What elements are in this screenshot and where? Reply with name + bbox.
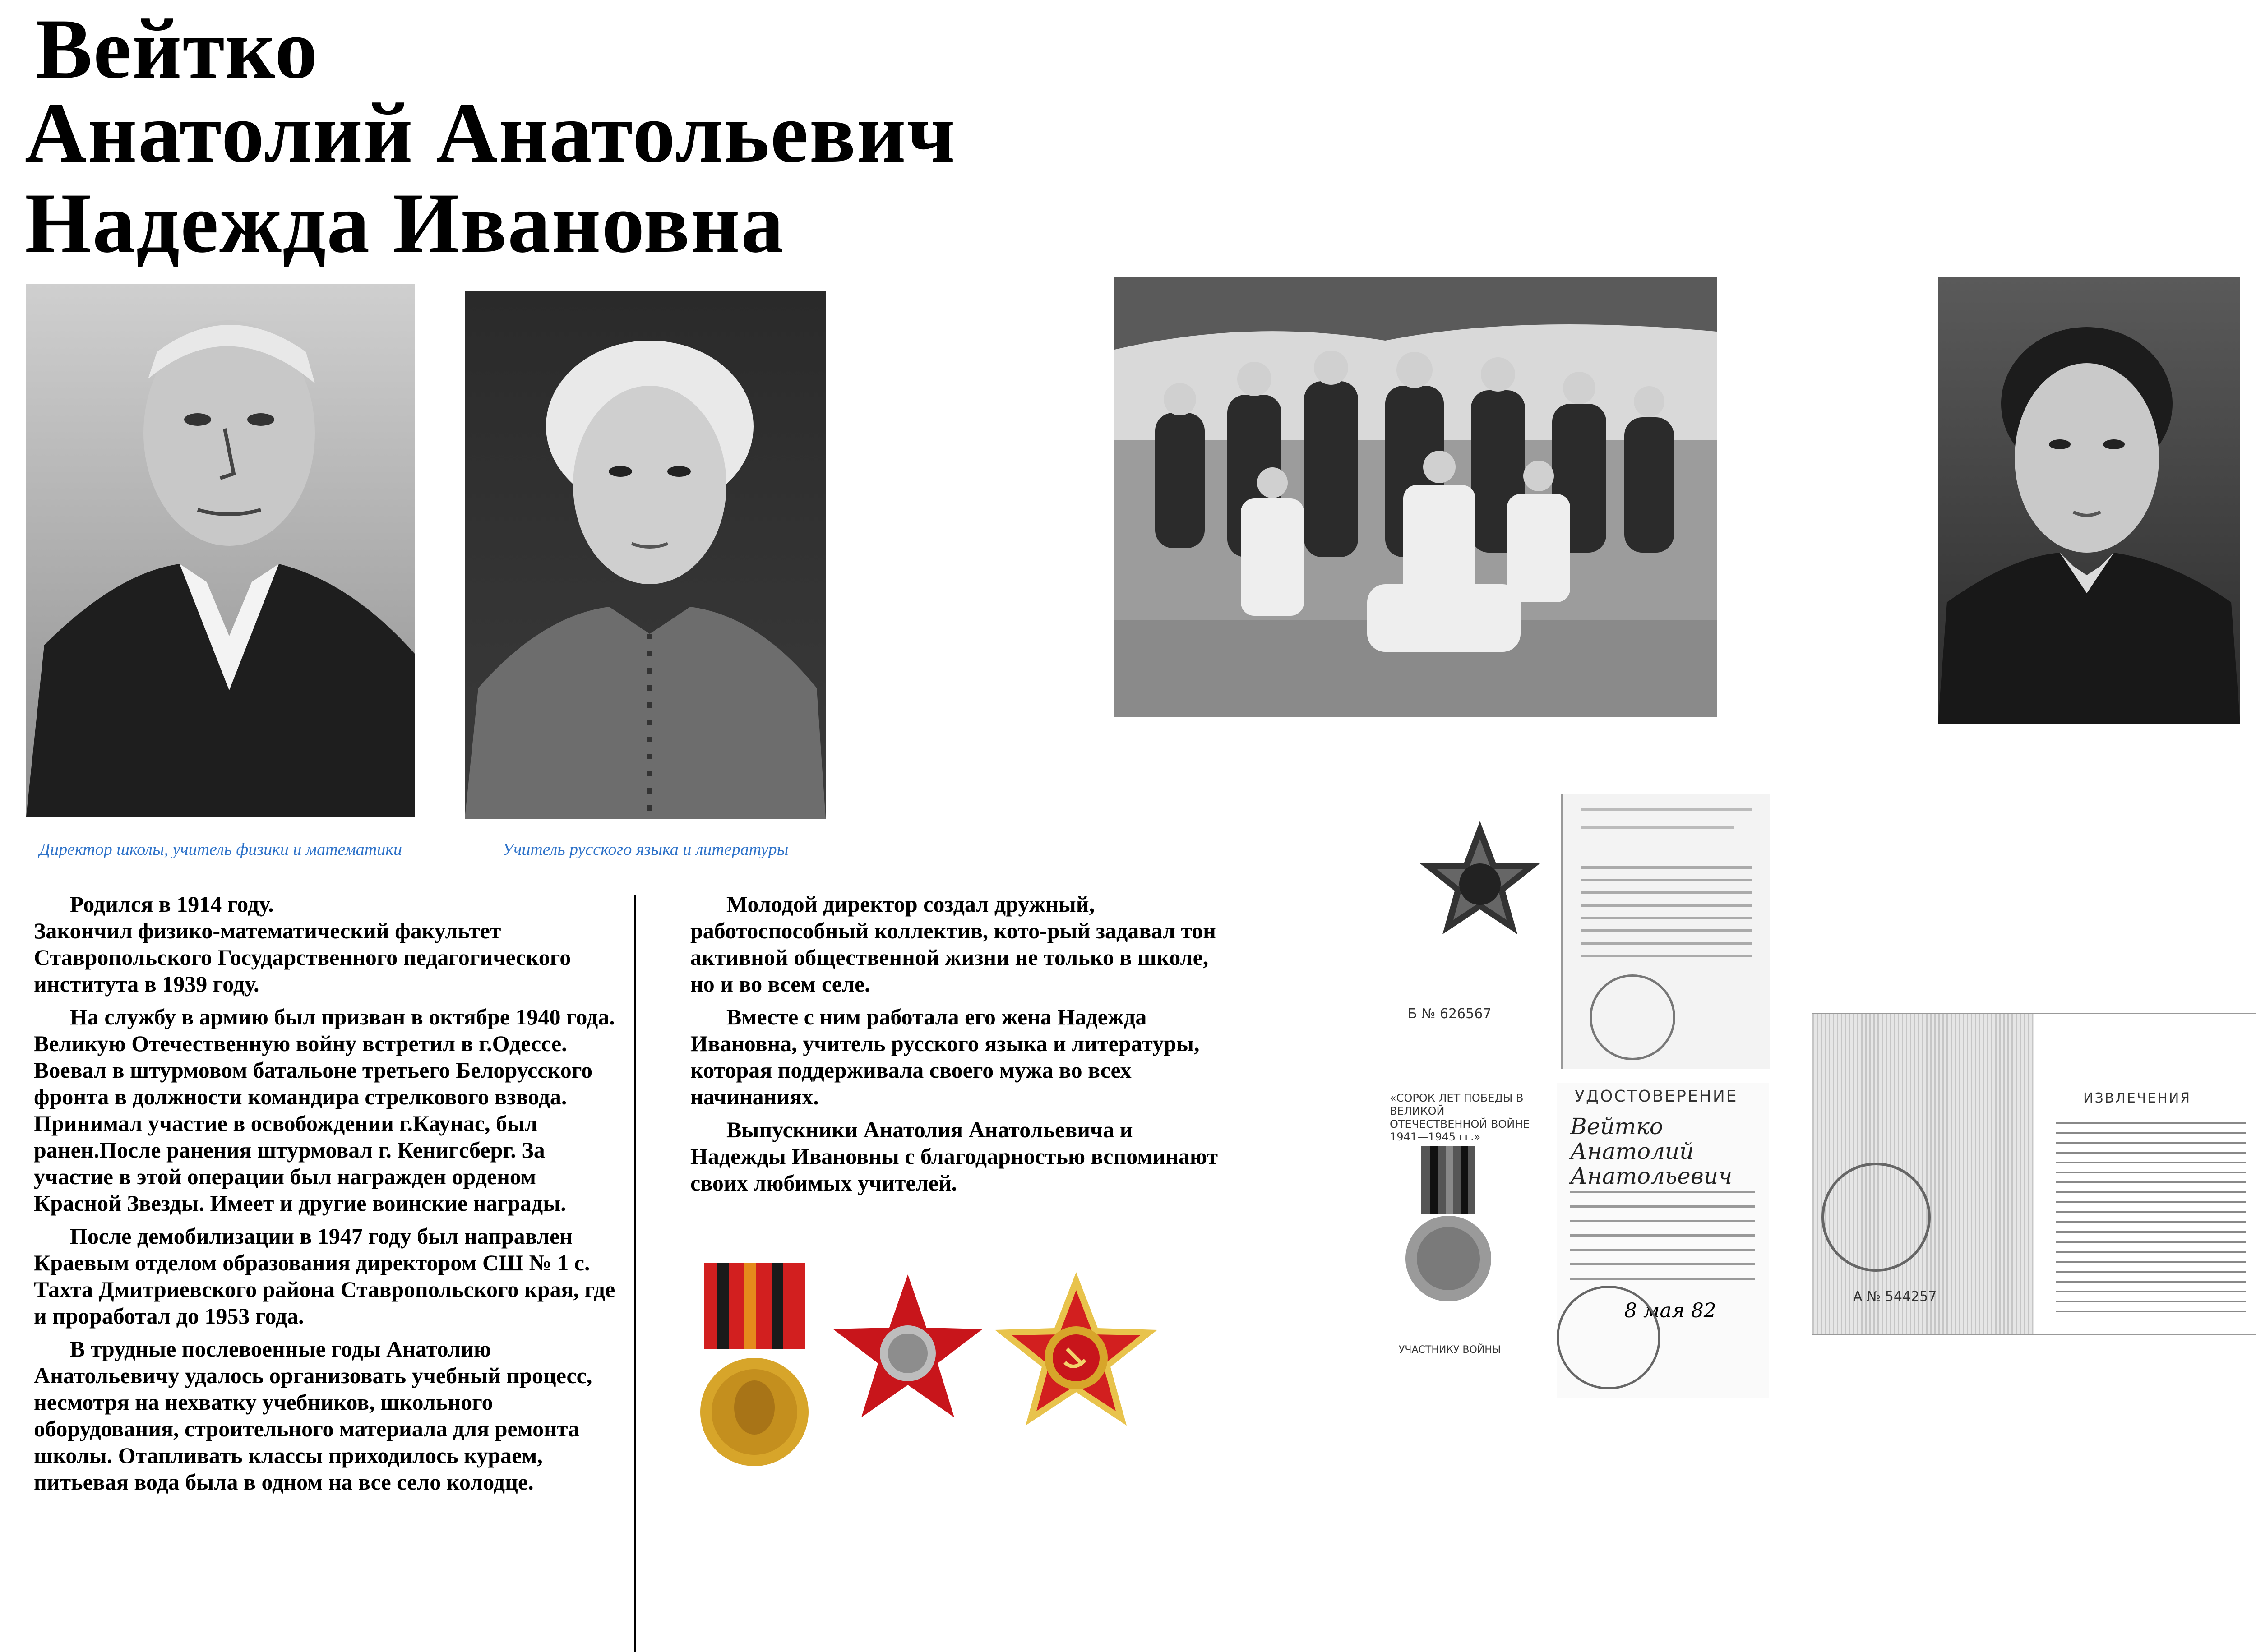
medals-drawing (699, 1263, 1218, 1471)
doc-text-line (1581, 826, 1734, 829)
husband-caption: Директор школы, учитель физики и математики (39, 840, 402, 859)
participant-label: УЧАСТНИКУ ВОЙНЫ (1399, 1344, 1501, 1356)
bio-paragraph: На службу в армию был призван в октябре 1940 года. Великую Отечественную войну встретил в г.Одессе. Воевал в штурмовом батальоне третьего Белорусского фронта в должности командира стрелкового взвода. Принимал участие в освобождении г.Каунас, был ранен.После ранения штурмовал г. Кенигсберг. За участие в этой операции был награжден орденом Красной Звезды. Имеет и другие воинские награды. (34, 1004, 615, 1216)
military-book-left-page (1812, 1014, 2034, 1334)
order-book-page (1561, 794, 1770, 1069)
doc-text-line (1581, 808, 1752, 811)
column-divider (634, 895, 636, 1652)
doc-stamp (1590, 974, 1675, 1060)
wife-caption: Учитель русского языка и литературы (502, 840, 789, 859)
patriotic-war-order-icon (995, 1272, 1157, 1426)
bio-paragraph: Родился в 1914 году. (70, 891, 274, 917)
doc-text-block (2056, 1122, 2246, 1316)
udost-name: Вейтко Анатолий Анатольевич (1570, 1113, 1733, 1189)
military-book-document (1812, 1013, 2256, 1335)
patriotic-war-order-icon (1412, 817, 1548, 952)
group-photo-drawing (1114, 277, 1717, 717)
soldier-portrait-drawing (1938, 277, 2240, 724)
book-number: А № 544257 (1853, 1289, 1937, 1305)
doc-text-block (1570, 1191, 1755, 1281)
biography-left-column (34, 891, 620, 1502)
surname-title: Вейтко (35, 2, 319, 97)
wife-portrait-drawing (465, 291, 826, 819)
bio-paragraph: Выпускники Анатолия Анатольевича и Надежды Ивановны с благодарностью вспоминают своих любимых учителей. (690, 1117, 1218, 1195)
wife-name-title: Надежда Ивановна (25, 176, 785, 271)
bio-paragraph: Закончил физико-математический факультет Ставропольского Государственного педагогического института в 1939 году. (34, 918, 571, 997)
medals-row (699, 1263, 1218, 1471)
wife-portrait-photo (465, 291, 826, 819)
military-book-right-page (2038, 1014, 2256, 1334)
husband-name-title: Анатолий Анатольевич (25, 86, 956, 180)
husband-portrait-photo (26, 284, 415, 817)
doc-text-block (1581, 866, 1752, 965)
doc-stamp (1821, 1163, 1931, 1272)
bio-paragraph: Молодой директор создал дружный, работоспособный коллектив, кото-рый задавал тон активной общественной жизни не только в школе, но и во всем селе. (690, 891, 1216, 997)
doc-stamp (1557, 1286, 1660, 1389)
victory-medal-icon (700, 1263, 809, 1466)
group-photo (1114, 277, 1717, 717)
udost-title: УДОСТОВЕРЕНИЕ (1575, 1087, 1738, 1106)
book-title: ИЗВЛЕЧЕНИЯ (2083, 1090, 2191, 1106)
medal-certificate-document (1381, 1083, 1778, 1407)
soldier-portrait-photo (1938, 277, 2240, 724)
red-star-order-icon (833, 1274, 983, 1417)
bio-paragraph: Вместе с ним работала его жена Надежда Ивановна, учитель русского языка и литературы, которая поддерживала своего мужа во всех начинаниях. (690, 1004, 1200, 1109)
bio-paragraph: После демобилизации в 1947 году был направлен Краевым отделом образования директором СШ № 1 с. Тахта Дмитриевского района Ставропольского края, где и проработал до 1953 года. (34, 1223, 615, 1329)
order-book-document (1385, 794, 1773, 1087)
jubilee-medal-icon (1399, 1146, 1498, 1326)
biography-right-column (690, 891, 1232, 1203)
husband-portrait-drawing (26, 284, 415, 817)
medal-date: 8 мая 82 (1624, 1299, 1716, 1322)
medal-heading: «СОРОК ЛЕТ ПОБЕДЫ В ВЕЛИКОЙ ОТЕЧЕСТВЕННОЙ ВОЙНЕ 1941—1945 гг.» (1390, 1092, 1530, 1144)
bio-paragraph: В трудные послевоенные годы Анатолию Анатольевичу удалось организовать учебный процесс, несмотря на нехватку учебников, школьного оборудования, строительного материала для ремонта школы. Отапливать классы приходилось кураем, питьевая вода была в одном на все село колодце. (34, 1336, 592, 1495)
order-number: Б № 626567 (1408, 1006, 1492, 1022)
medal-certificate-page (1557, 1083, 1769, 1398)
